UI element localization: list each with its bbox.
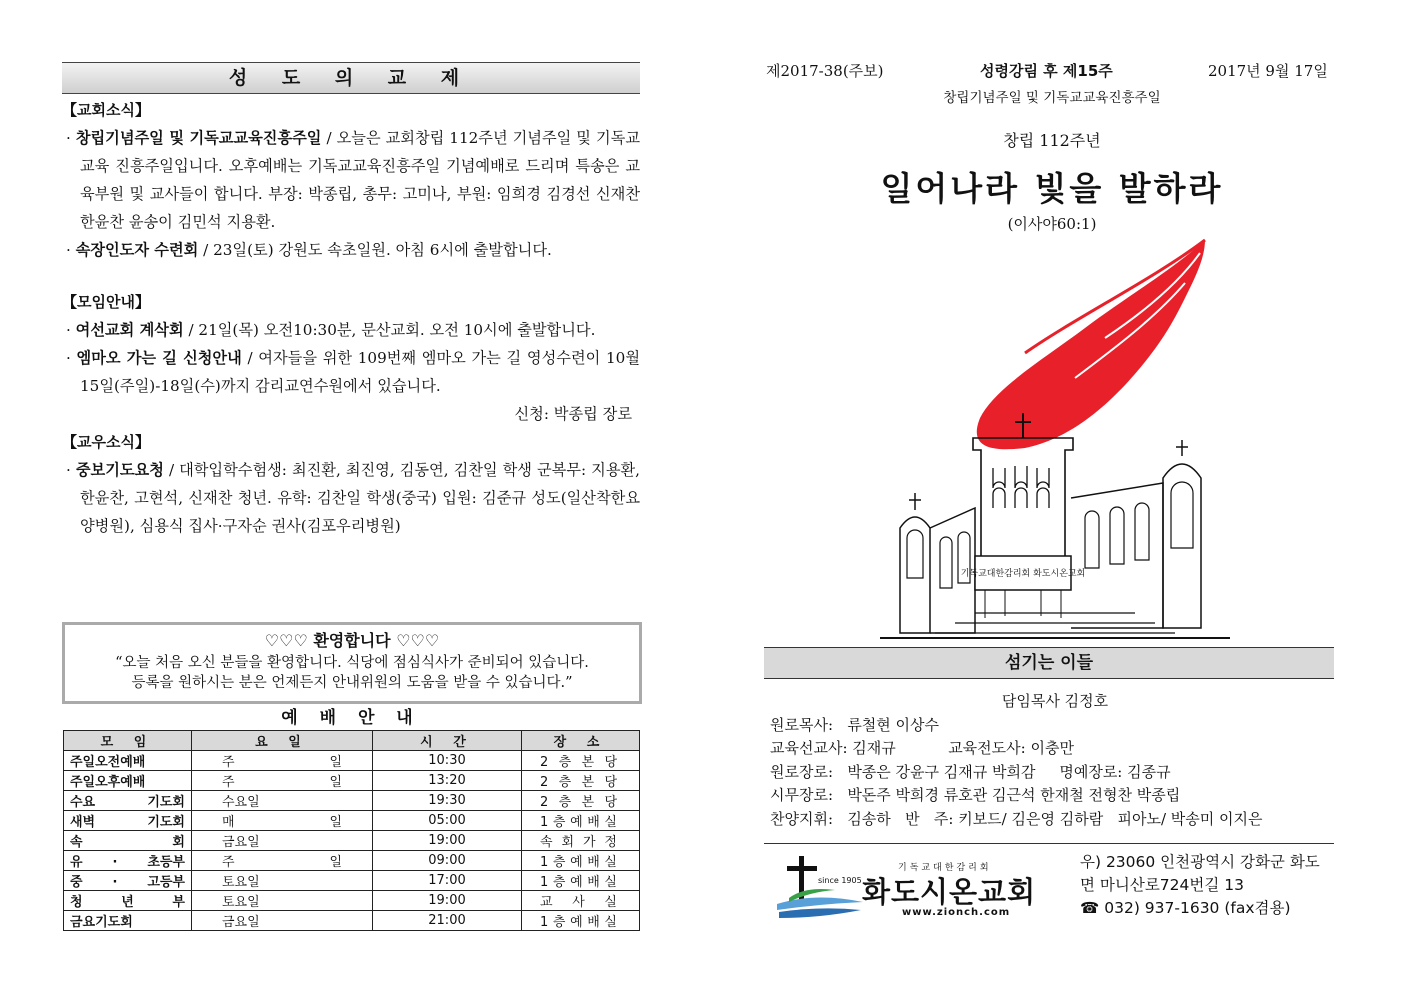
- table-cell: 21:00: [373, 911, 522, 931]
- table-cell: 2 층 본 당: [522, 771, 640, 791]
- news-item: · 창립기념주일 및 기독교교육진흥주일 / 오늘은 교회창립 112주년 기념주일 및 기독교교육 진흥주일입니다. 오후예배는 기독교교육진흥주일 기념예배로 드리며 특송은 교육부원 및 교사들이 합니다. 부장: 박종립, 총무: 고미나, 부원: 임희경 김경선 신재찬 한윤찬 윤송이 김민석 지용환.: [66, 129, 640, 231]
- table-row: [64, 891, 640, 911]
- table-row: [64, 831, 640, 851]
- column-header: 장 소: [522, 731, 640, 751]
- meeting-note: 신청: 박종립 장로: [514, 405, 632, 423]
- column-header: 모 임: [64, 731, 192, 751]
- table-cell: 주 일: [192, 751, 373, 771]
- bible-verse: (이사야60:1): [1007, 215, 1097, 233]
- logo-url[interactable]: www.zionch.com: [902, 907, 1011, 918]
- anniversary-label: 창립 112주년: [1003, 131, 1101, 150]
- table-cell: 청 년 부: [64, 891, 192, 911]
- address-line: 면 마니산로724번길 13: [1080, 876, 1244, 894]
- table-cell: 2 층 본 당: [522, 751, 640, 771]
- table-cell: 금요기도회: [64, 911, 192, 931]
- flame-shape: [977, 240, 1205, 449]
- table-cell: 토요일: [192, 891, 373, 911]
- welcome-line: “오늘 처음 오신 분들을 환영합니다. 식당에 점심식사가 준비되어 있습니다.: [115, 655, 589, 671]
- welcome-line: 등록을 원하시는 분은 언제든지 안내위원의 도움을 받을 수 있습니다.”: [131, 675, 573, 691]
- welcome-box: [62, 622, 642, 704]
- table-cell: 주일오전예배: [64, 751, 192, 771]
- table-cell: 교 사 실: [522, 891, 640, 911]
- table-cell: 17:00: [373, 871, 522, 891]
- table-cell: 1 층 예 배 실: [522, 871, 640, 891]
- table-cell: 속 회: [64, 831, 192, 851]
- meeting-item: · 엠마오 가는 길 신청안내 / 여자들을 위한 109번째 엠마오 가는 길 영성수련이 10월15일(주일)-18일(수)까지 감리교연수원에서 있습니다.: [66, 349, 640, 395]
- bulletin-subtitle: 창립기념주일 및 기독교교육진흥주일: [943, 90, 1161, 106]
- welcome-title: ♡♡♡ 환영합니다 ♡♡♡: [264, 631, 440, 650]
- building-sign-text: 기독교대한감리회 화도시온교회: [960, 569, 1086, 579]
- address-line: ☎ 032) 937-1630 (fax겸용): [1080, 899, 1291, 917]
- table-cell: 새벽 기도회: [64, 811, 192, 831]
- table-cell: 2 층 본 당: [522, 791, 640, 811]
- table-row: [64, 911, 640, 931]
- meeting-item: · 여선교회 계삭회 / 21일(목) 오전10:30분, 문산교회. 오전 10시에 출발합니다.: [66, 321, 596, 339]
- table-cell: 10:30: [373, 751, 522, 771]
- logo-church-name: 화도시온교회: [862, 875, 1037, 909]
- services-title: 예 배 안 내: [281, 708, 421, 728]
- table-row: [64, 791, 640, 811]
- members-item: · 중보기도요청 / 대학입학수험생: 최진환, 최진영, 김동연, 김찬일 학생 군복무: 지용환, 한윤찬, 고현석, 신재찬 청년. 유학: 김찬일 학생(중국) 입원: 김준규 성도(일산착한요양병원), 심용식 집사·구자순 권사(김포우리병원): [66, 461, 641, 535]
- table-row: [64, 871, 640, 891]
- table-cell: 1 층 예 배 실: [522, 851, 640, 871]
- table-cell: 1 층 예 배 실: [522, 911, 640, 931]
- table-row: [64, 851, 640, 871]
- table-row: [64, 771, 640, 791]
- senior-pastor: 담임목사 김정호: [1001, 692, 1109, 710]
- table-cell: 수요 기도회: [64, 791, 192, 811]
- table-header-row: [64, 731, 640, 751]
- column-header: 요 일: [192, 731, 373, 751]
- table-cell: 토요일: [192, 871, 373, 891]
- table-cell: 중 · 고등부: [64, 871, 192, 891]
- server-line: 원로목사: 류철현 이상수: [770, 715, 940, 734]
- section-title: 성 도 의 교 제: [62, 62, 640, 94]
- table-cell: 05:00: [373, 811, 522, 831]
- logo-since: since 1905: [818, 876, 862, 885]
- church-season: 성령강림 후 제15주: [980, 62, 1113, 80]
- members-heading: 【교우소식】: [62, 433, 150, 451]
- server-line: 원로장로: 박종은 강윤구 김재규 박희감 명예장로: 김종규: [770, 762, 1171, 781]
- church-news-heading: 【교회소식】: [62, 101, 150, 119]
- server-line: 교육선교사: 김재규 교육전도사: 이충만: [770, 739, 1074, 757]
- footer-divider: [764, 843, 1334, 844]
- table-row: [64, 811, 640, 831]
- table-cell: 주일오후예배: [64, 771, 192, 791]
- issue-number: 제2017-38(주보): [766, 62, 884, 80]
- meeting-heading: 【모임안내】: [62, 293, 150, 311]
- table-cell: 금요일: [192, 911, 373, 931]
- table-cell: 19:30: [373, 791, 522, 811]
- services-table: [63, 730, 640, 931]
- server-line: 찬양지휘: 김송하 반 주: 키보드/ 김은영 김하람 피아노/ 박송미 이지은: [770, 809, 1263, 828]
- table-cell: 속 회 가 정: [522, 831, 640, 851]
- table-cell: 매 일: [192, 811, 373, 831]
- table-cell: 주 일: [192, 771, 373, 791]
- column-header: 시 간: [373, 731, 522, 751]
- servers-list: [770, 690, 1340, 831]
- table-cell: 19:00: [373, 891, 522, 911]
- table-cell: 수요일: [192, 791, 373, 811]
- table-cell: 금요일: [192, 831, 373, 851]
- main-title: 일어나라 빛을 발하라: [880, 169, 1224, 208]
- church-illustration: [875, 238, 1235, 640]
- address-line: 우) 23060 인천광역시 강화군 화도: [1080, 853, 1320, 871]
- table-cell: 주 일: [192, 851, 373, 871]
- table-row: [64, 751, 640, 771]
- church-address: [1080, 851, 1320, 920]
- bulletin-date: 2017년 9월 17일: [1208, 62, 1328, 80]
- news-column: [62, 96, 640, 540]
- table-cell: 13:20: [373, 771, 522, 791]
- table-cell: 유 · 초등부: [64, 851, 192, 871]
- table-cell: 09:00: [373, 851, 522, 871]
- table-cell: 1 층 예 배 실: [522, 811, 640, 831]
- news-item: · 속장인도자 수련회 / 23일(토) 강원도 속초일원. 아침 6시에 출발합니다.: [66, 241, 552, 259]
- church-logo-icon: [775, 852, 865, 924]
- server-line: 시무장로: 박돈주 박희경 류호관 김근석 한재철 전형찬 박종립: [770, 786, 1181, 804]
- table-cell: 19:00: [373, 831, 522, 851]
- servers-title: 섬기는 이들: [764, 647, 1334, 679]
- logo-denomination: 기독교대한감리회: [898, 863, 992, 873]
